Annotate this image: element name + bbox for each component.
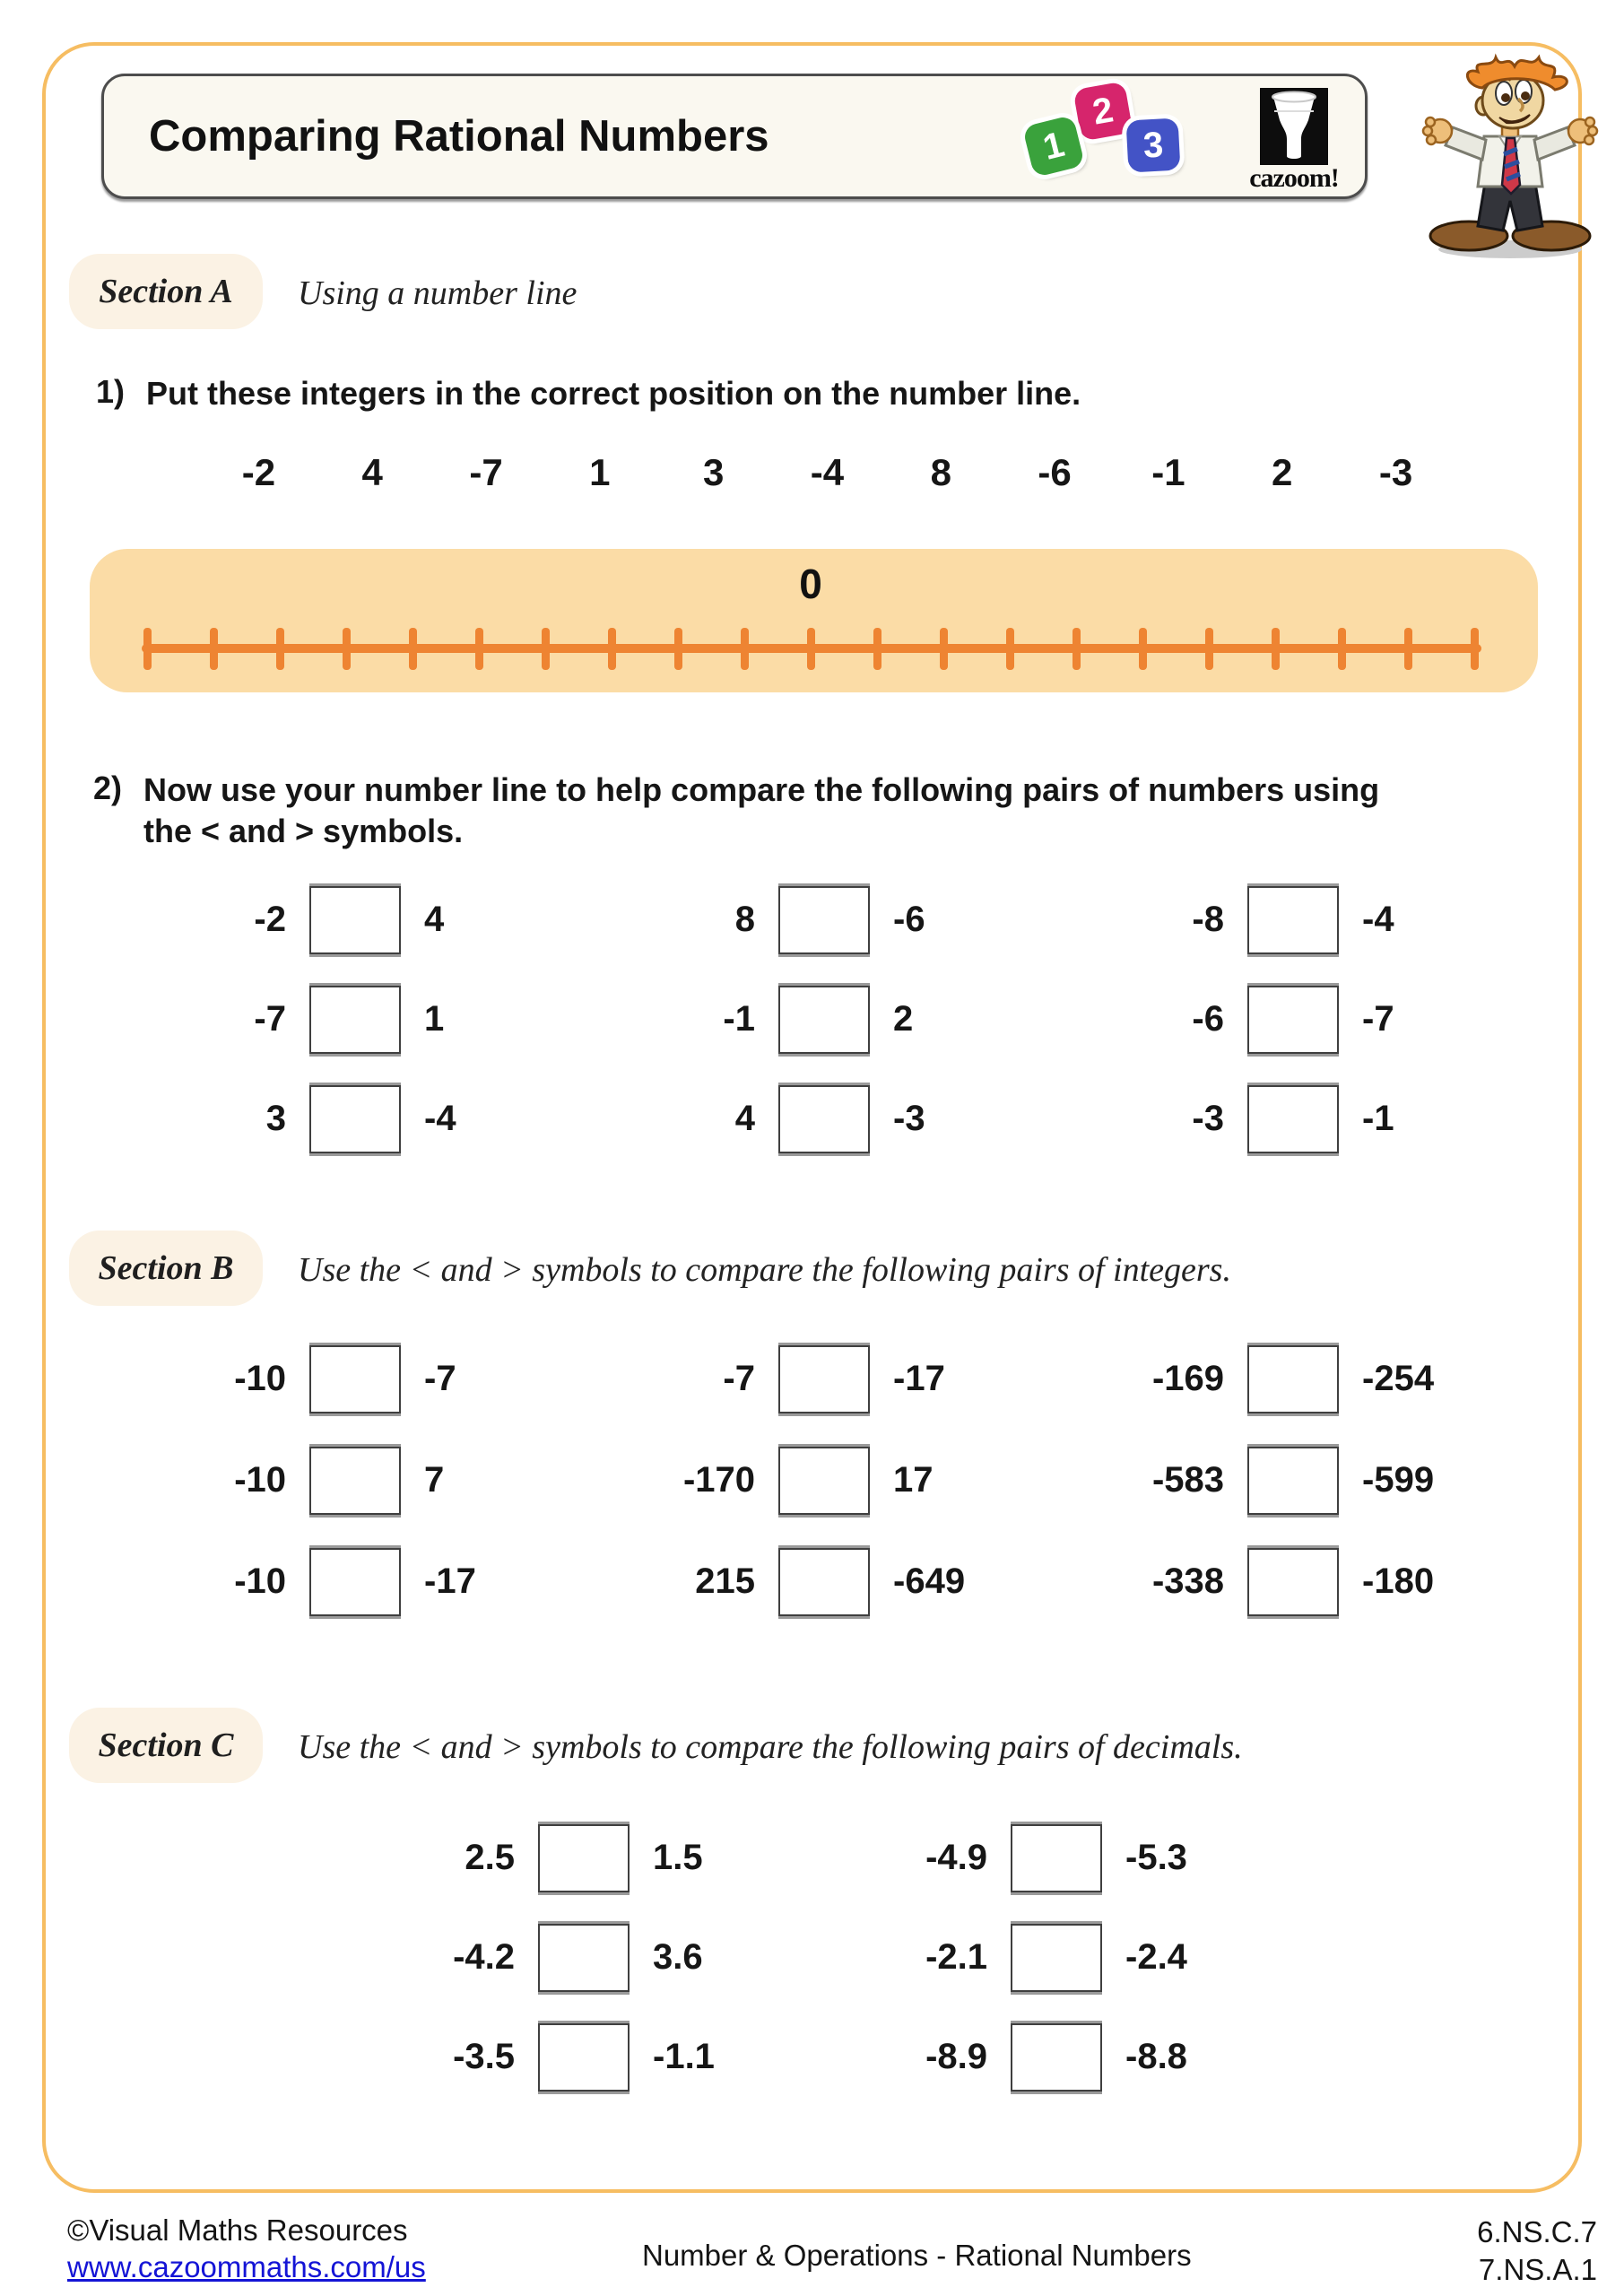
section-c-label: Section C [98, 1726, 234, 1764]
pair-right-number: 1.5 [653, 1838, 703, 1877]
comparison-pair [1067, 1430, 1536, 1531]
section-b-description: Use the < and > symbols to compare the following pairs of integers. [298, 1251, 1231, 1289]
pair-right-number: -4 [424, 1099, 456, 1138]
comparison-pair [358, 2007, 830, 2107]
pair-left-number: -3.5 [453, 2037, 515, 2076]
pair-right-number: -649 [893, 1561, 966, 1601]
answer-box[interactable] [538, 1824, 630, 1892]
answer-box[interactable] [778, 1345, 870, 1413]
question-1-text: Put these integers in the correct position on the number line. [146, 375, 1081, 412]
comparison-pair [598, 1531, 1067, 1632]
answer-box[interactable] [538, 2023, 630, 2092]
number-line-tick [1338, 628, 1346, 670]
pair-right-number: 4 [424, 900, 445, 939]
pair-right-number: -17 [893, 1359, 945, 1398]
number-line-tick [475, 628, 483, 670]
pair-left-number: -1 [723, 999, 755, 1039]
pair-left-number: -4.2 [453, 1937, 515, 1977]
answer-box[interactable] [778, 986, 870, 1054]
integer-value: 4 [361, 451, 383, 493]
comparison-pair [358, 1908, 830, 2007]
integer-value: -6 [1038, 451, 1072, 493]
answer-box[interactable] [1011, 1924, 1102, 1992]
question-2-number: 2) [93, 770, 123, 806]
pair-right-number: -7 [1362, 999, 1394, 1039]
pair-right-number: -2.4 [1125, 1937, 1187, 1977]
number-line-tick [1471, 628, 1479, 670]
answer-box[interactable] [778, 886, 870, 954]
pair-left-number: -338 [1151, 1561, 1224, 1601]
answer-box[interactable] [778, 1447, 870, 1515]
pair-right-number: -5.3 [1125, 1838, 1187, 1877]
pair-left-number: -10 [234, 1561, 286, 1601]
pair-left-number: -170 [682, 1460, 755, 1500]
answer-box[interactable] [309, 1548, 401, 1616]
number-line-tick [1272, 628, 1280, 670]
pair-left-number: 8 [734, 900, 755, 939]
pair-right-number: -180 [1362, 1561, 1435, 1601]
integer-value: 2 [1272, 451, 1293, 493]
pair-left-number: -7 [254, 999, 286, 1039]
number-line-tick [343, 628, 351, 670]
pair-right-number: 7 [424, 1460, 445, 1500]
integer-value: -7 [469, 451, 503, 493]
page-title: Comparing Rational Numbers [149, 112, 769, 161]
answer-box[interactable] [778, 1085, 870, 1153]
number-line-tick [1073, 628, 1081, 670]
section-c-pairs-grid [358, 1808, 1303, 2107]
answer-box[interactable] [1247, 986, 1339, 1054]
answer-box[interactable] [778, 1548, 870, 1616]
pair-right-number: -8.8 [1125, 2037, 1187, 2076]
number-tile-3-icon [1126, 118, 1181, 173]
number-line-tick [409, 628, 417, 670]
integer-value: -2 [241, 451, 276, 493]
pair-left-number: 3 [265, 1099, 286, 1138]
integer-value: 8 [930, 451, 951, 493]
footer-topic: Number & Operations - Rational Numbers [642, 2239, 1192, 2272]
section-a-pill [69, 254, 263, 329]
pair-left-number: -4.9 [925, 1838, 987, 1877]
answer-box[interactable] [1247, 1345, 1339, 1413]
tile-digit: 1 [1038, 124, 1068, 168]
pair-left-number: -2 [254, 900, 286, 939]
website-link[interactable]: www.cazoommaths.com/us [67, 2250, 426, 2283]
number-line-tick [210, 628, 218, 670]
pair-right-number: -17 [424, 1561, 476, 1601]
pair-right-number: -599 [1362, 1460, 1435, 1500]
tile-digit: 2 [1090, 89, 1116, 133]
comparison-pair [598, 1328, 1067, 1430]
answer-box[interactable] [1247, 1548, 1339, 1616]
comparison-pair [129, 1531, 598, 1632]
comparison-pair [830, 1908, 1303, 2007]
number-line-tick [1205, 628, 1213, 670]
cazoom-brand-text: cazoom! [1249, 163, 1339, 193]
question-2 [93, 770, 1379, 852]
integers-row [202, 451, 1453, 494]
section-c-pill [69, 1708, 263, 1783]
pair-left-number: -7 [723, 1359, 755, 1398]
answer-box[interactable] [1247, 1447, 1339, 1515]
comparison-pair [129, 870, 598, 970]
comparison-pair [1067, 1328, 1536, 1430]
comparison-pair [830, 1808, 1303, 1908]
answer-box[interactable] [309, 1085, 401, 1153]
question-1-number: 1) [96, 373, 126, 410]
comparison-pair [598, 970, 1067, 1069]
answer-box[interactable] [309, 1345, 401, 1413]
number-line-tick [1006, 628, 1014, 670]
answer-box[interactable] [1247, 886, 1339, 954]
pair-right-number: -3 [893, 1099, 925, 1138]
answer-box[interactable] [538, 1924, 630, 1992]
answer-box[interactable] [1247, 1085, 1339, 1153]
cazoom-logo [1227, 88, 1361, 194]
pair-left-number: -8.9 [925, 2037, 987, 2076]
pair-right-number: 1 [424, 999, 445, 1039]
number-line-tick [1139, 628, 1147, 670]
pair-right-number: -254 [1362, 1359, 1435, 1398]
number-line-zero-label: 0 [799, 561, 822, 607]
pair-left-number: -6 [1192, 999, 1224, 1039]
number-line-tick [873, 628, 881, 670]
tile-digit: 3 [1142, 124, 1165, 166]
comparison-pair [129, 1069, 598, 1169]
comparison-pair [1067, 970, 1536, 1069]
number-line-tick [940, 628, 948, 670]
pair-right-number: -1 [1362, 1099, 1394, 1138]
cartoon-character [1406, 50, 1618, 262]
pair-left-number: -2.1 [925, 1937, 987, 1977]
copyright-text: ©Visual Maths Resources [67, 2213, 408, 2247]
drum-icon [1260, 88, 1328, 165]
standard-code-1: 6.NS.C.7 [1477, 2215, 1597, 2248]
comparison-pair [830, 2007, 1303, 2107]
pair-left-number: -583 [1151, 1460, 1224, 1500]
section-a-label: Section A [99, 273, 233, 310]
pair-right-number: -7 [424, 1359, 456, 1398]
question-1 [96, 373, 1081, 414]
section-b-label: Section B [98, 1249, 234, 1287]
number-line-tick [807, 628, 815, 670]
number-line-tick [143, 628, 152, 670]
answer-box[interactable] [1011, 1824, 1102, 1892]
number-line-tick [1404, 628, 1412, 670]
pair-left-number: 215 [695, 1561, 755, 1601]
answer-box[interactable] [309, 886, 401, 954]
pair-left-number: -3 [1192, 1099, 1224, 1138]
comparison-pair [598, 1430, 1067, 1531]
number-line-tick [276, 628, 284, 670]
comparison-pair [598, 870, 1067, 970]
integer-value: -3 [1378, 451, 1413, 493]
pair-left-number: -169 [1151, 1359, 1224, 1398]
pair-right-number: -6 [893, 900, 925, 939]
integer-value: -4 [810, 451, 845, 493]
number-line-tick [608, 628, 616, 670]
integer-value: -1 [1151, 451, 1185, 493]
question-2-pairs-grid [129, 870, 1536, 1169]
pair-left-number: 4 [734, 1099, 755, 1138]
comparison-pair [129, 1328, 598, 1430]
comparison-pair [358, 1808, 830, 1908]
answer-box[interactable] [309, 986, 401, 1054]
pair-right-number: 2 [893, 999, 914, 1039]
section-a-description: Using a number line [298, 274, 578, 312]
number-line-tick [674, 628, 682, 670]
comparison-pair [1067, 1531, 1536, 1632]
answer-box[interactable] [1011, 2023, 1102, 2092]
number-line[interactable] [90, 549, 1538, 692]
pair-left-number: -10 [234, 1460, 286, 1500]
pair-right-number: 3.6 [653, 1937, 703, 1977]
pair-left-number: 2.5 [465, 1838, 515, 1877]
pair-right-number: -4 [1362, 900, 1394, 939]
pair-right-number: 17 [893, 1460, 934, 1500]
section-c-description: Use the < and > symbols to compare the following pairs of decimals. [298, 1728, 1243, 1766]
section-b-pairs-grid [129, 1328, 1536, 1632]
number-line-tick [741, 628, 749, 670]
question-2-text: Now use your number line to help compare the following pairs of numbers using the < and > symbols. [143, 771, 1380, 849]
integer-value: 3 [702, 451, 725, 493]
integer-value: 1 [589, 451, 611, 493]
comparison-pair [129, 970, 598, 1069]
pair-right-number: -1.1 [653, 2037, 715, 2076]
comparison-pair [129, 1430, 598, 1531]
number-line-tick [542, 628, 550, 670]
standard-code-2: 7.NS.A.1 [1478, 2253, 1597, 2286]
section-b-pill [69, 1231, 263, 1306]
comparison-pair [1067, 870, 1536, 970]
number-tile-2-icon [1073, 81, 1133, 141]
pair-left-number: -8 [1192, 900, 1224, 939]
answer-box[interactable] [309, 1447, 401, 1515]
comparison-pair [598, 1069, 1067, 1169]
comparison-pair [1067, 1069, 1536, 1169]
pair-left-number: -10 [234, 1359, 286, 1398]
